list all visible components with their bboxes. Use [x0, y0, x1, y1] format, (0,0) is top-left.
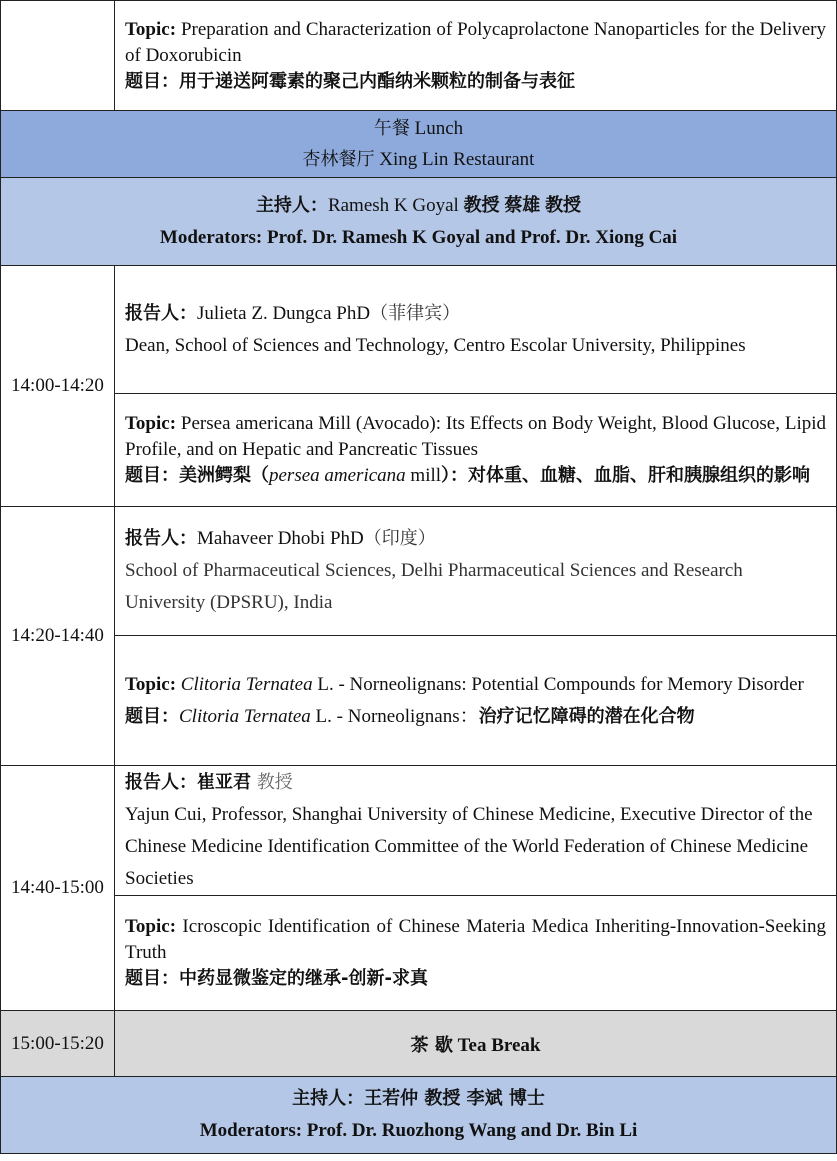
- moderators-2-en: Moderators: Prof. Dr. Ruozhong Wang and Dr. Bin Li: [199, 1120, 638, 1141]
- moderators-row-1: [1, 178, 837, 266]
- tea-break-row: [1, 1011, 837, 1077]
- session-1-time: 14:00-14:20: [1, 266, 115, 507]
- speaker-country: （菲律宾）: [370, 302, 461, 324]
- topic-italic: Clitoria Ternatea: [180, 673, 313, 695]
- speaker-label: 报告人：: [125, 771, 197, 793]
- topic-text: Persea americana Mill (Avocado): Its Effects on Body Weight, Blood Glucose, Lipid Profile, and on Hepatic and Pancreatic Tissues: [125, 413, 827, 460]
- topic-cell: [115, 1, 837, 111]
- session-3-time: 14:40-15:00: [1, 766, 115, 1011]
- topic-cn-label: 题目：: [125, 705, 179, 727]
- speaker-affiliation: Dean, School of Sciences and Technology, Centro Escolar University, Philippines: [125, 334, 746, 356]
- moderators-banner-1: [1, 178, 837, 266]
- tea-break-cn: 茶 歇: [410, 1034, 453, 1056]
- topic-cn-mid: L. - Norneolignans：: [310, 705, 479, 727]
- topic-label: Topic:: [125, 673, 177, 695]
- topic-cn-text: 中药显微鉴定的继承-创新-求真: [179, 968, 428, 989]
- topic-label: Topic:: [125, 18, 177, 40]
- topic-cn-text: 用于递送阿霉素的聚己内酯纳米颗粒的制备与表征: [179, 70, 575, 92]
- schedule-row-top: [1, 1, 837, 111]
- moderator-2-name: 蔡雄: [504, 194, 541, 216]
- session-2-time: 14:20-14:40: [1, 507, 115, 766]
- speaker-label: 报告人：: [125, 302, 197, 324]
- topic-text: Icroscopic Identification of Chinese Materia Medica Inheriting-Innovation-Seeking Truth: [125, 916, 827, 963]
- session-3-speaker-cell: [115, 766, 837, 896]
- moderators-2-cn: 主持人：王若仲 教授 李斌 博士: [292, 1088, 545, 1109]
- session-1-topic-cell: [115, 394, 837, 507]
- topic-cn-a: 美洲鳄梨（: [179, 465, 269, 486]
- lunch-row: [1, 111, 837, 178]
- speaker-affiliation: Yajun Cui, Professor, Shanghai University of Chinese Medicine, Executive Director of the Chinese Medicine Identification Committee of the World Federation of Chinese Medicine Societies: [125, 803, 813, 889]
- topic-cn-label: 题目：: [125, 465, 179, 486]
- session-2-speaker-cell: [115, 507, 837, 636]
- topic-label: Topic:: [125, 916, 177, 937]
- session-3-speaker-row: [1, 766, 837, 896]
- moderator-2-title: 教授: [545, 194, 582, 216]
- tea-break-en: Tea Break: [457, 1034, 541, 1056]
- session-2-topic-cell: [115, 636, 837, 766]
- moderators-banner-2: [1, 1077, 837, 1154]
- topic-cn-italic: persea americana: [269, 465, 406, 486]
- restaurant-en: Xing Lin Restaurant: [379, 149, 535, 170]
- lunch-cn: 午餐: [373, 118, 410, 139]
- speaker-label: 报告人：: [125, 528, 197, 549]
- session-3-topic-row: [1, 896, 837, 1011]
- session-1-speaker-row: [1, 266, 837, 394]
- moderator-1-name: Ramesh K Goyal: [327, 194, 459, 216]
- session-1-speaker-cell: [115, 266, 837, 394]
- session-2-topic-row: [1, 636, 837, 766]
- speaker-name: Julieta Z. Dungca PhD: [197, 302, 371, 324]
- topic-text: Preparation and Characterization of Polycaprolactone Nanoparticles for the Delivery of Doxorubicin: [125, 18, 827, 66]
- session-1-topic-row: [1, 394, 837, 507]
- session-2-speaker-row: [1, 507, 837, 636]
- topic-cn-italic: Clitoria Ternatea: [179, 705, 311, 727]
- session-3-topic-cell: [115, 896, 837, 1011]
- moderators-en: Moderators: Prof. Dr. Ramesh K Goyal and Prof. Dr. Xiong Cai: [159, 226, 678, 248]
- speaker-name: Mahaveer Dhobi PhD: [197, 528, 364, 549]
- tea-break-time: 15:00-15:20: [1, 1011, 115, 1077]
- moderator-1-title: 教授: [463, 194, 500, 216]
- speaker-name: 崔亚君: [197, 771, 251, 793]
- speaker-country: （印度）: [363, 528, 436, 549]
- topic-cn-label: 题目：: [125, 968, 179, 989]
- moderators-cn-label: 主持人：: [255, 194, 328, 216]
- lunch-banner: [1, 111, 837, 178]
- topic-cn-c: ）：对体重、血糖、血脂、肝和胰腺组织的影响: [441, 465, 811, 486]
- topic-cn-b: mill: [405, 465, 442, 486]
- topic-cn-label: 题目：: [125, 70, 179, 92]
- tea-break-cell: [115, 1011, 837, 1077]
- moderators-row-2: [1, 1077, 837, 1154]
- topic-label: Topic:: [125, 413, 177, 434]
- speaker-affiliation: School of Pharmaceutical Sciences, Delhi Pharmaceutical Sciences and Research University (DPSRU), India: [125, 560, 743, 613]
- topic-cn-text: 治疗记忆障碍的潜在化合物: [478, 705, 695, 727]
- restaurant-cn: 杏林餐厅: [302, 149, 375, 170]
- lunch-en: Lunch: [414, 118, 464, 139]
- topic-text: L. - Norneolignans: Potential Compounds for Memory Disorder: [312, 673, 804, 695]
- speaker-title: 教授: [251, 771, 293, 793]
- time-cell-empty: [1, 1, 115, 111]
